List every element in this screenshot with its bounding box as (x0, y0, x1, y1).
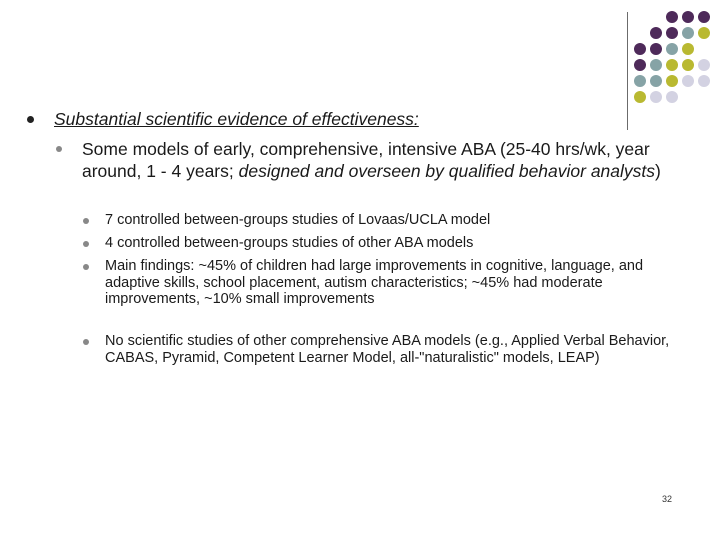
decorative-dot (650, 59, 662, 71)
decorative-dot (650, 75, 662, 87)
decorative-dot (650, 91, 662, 103)
decorative-dot (698, 59, 710, 71)
decorative-dot (634, 43, 646, 55)
detail-point: 4 controlled between-groups studies of other ABA models (105, 235, 474, 251)
sub-point-tail: ) (655, 161, 661, 181)
decorative-dot (634, 59, 646, 71)
decorative-dot (682, 43, 694, 55)
decorative-dot (666, 43, 678, 55)
decorative-dot (666, 91, 678, 103)
slide-heading: Substantial scientific evidence of effectiveness: (54, 109, 419, 129)
bullet-icon (83, 241, 89, 247)
decorative-dot (666, 59, 678, 71)
decorative-dot (682, 59, 694, 71)
decorative-dot (634, 75, 646, 87)
bullet-icon (56, 146, 62, 152)
sub-point-italic: designed and overseen by qualified behavior analysts (238, 161, 656, 181)
decorative-dot (698, 27, 710, 39)
decorative-dot (666, 75, 678, 87)
decorative-dot (698, 75, 710, 87)
decorative-dot (682, 11, 694, 23)
page-number: 32 (662, 494, 673, 504)
decorative-dot (682, 27, 694, 39)
bullet-icon (83, 218, 89, 224)
detail-point: 7 controlled between-groups studies of Lovaas/UCLA model (105, 212, 491, 228)
decorative-dot (634, 91, 646, 103)
bullet-icon (27, 116, 34, 123)
bullet-icon (83, 264, 89, 270)
sub-point-lead: Some models of early, comprehensive, intensive ABA (25-40 hrs/wk, year around, 1 - 4 years; (82, 139, 650, 181)
decorative-dot (682, 75, 694, 87)
decorative-dot (666, 27, 678, 39)
sub-point (82, 138, 702, 182)
detail-point: Main findings: ~45% of children had large improvements in cognitive, language, and adaptive skills, school placement, autism characteristics; ~45% had moderate improvements, ~10% small improvements (105, 258, 644, 307)
decorative-dot (650, 43, 662, 55)
detail-point: No scientific studies of other comprehensive ABA models (e.g., Applied Verbal Behavior, CABAS, Pyramid, Competent Learner Model, all-"naturalistic" models, LEAP) (105, 333, 670, 366)
bullet-icon (83, 339, 89, 345)
decorative-dot (650, 27, 662, 39)
decorative-dot (698, 11, 710, 23)
decorative-dot (666, 11, 678, 23)
